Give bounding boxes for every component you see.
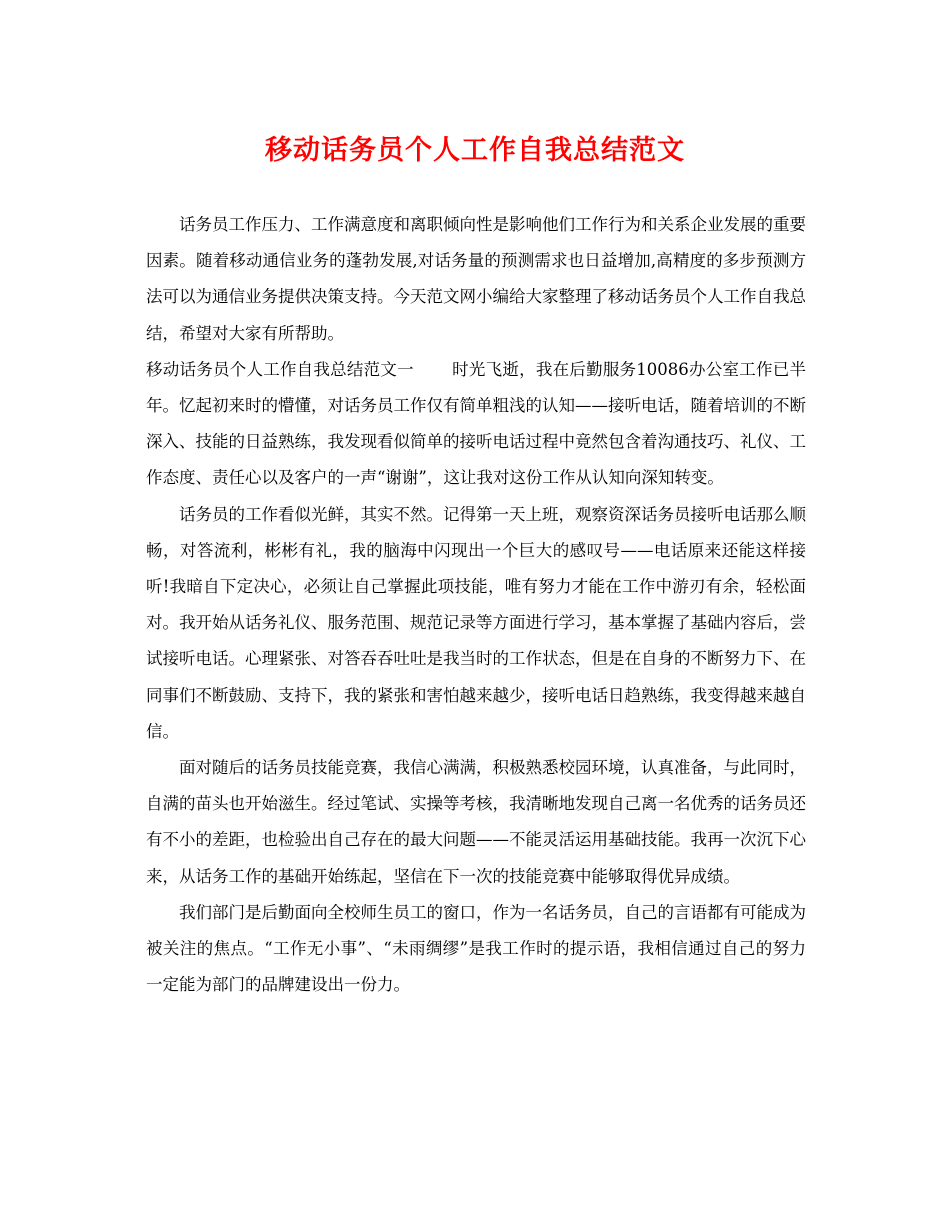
body-paragraph: 面对随后的话务员技能竞赛，我信心满满，积极熟悉校园环境，认真准备，与此同时，自满的苗头也开始滋生。经过笔试、实操等考核，我清晰地发现自己离一名优秀的话务员还有不小的差距，也检验出自己存在的最大问题——不能灵活运用基础技能。我再一次沉下心来，从话务工作的基础开始练起，坚信在下一次的技能竞赛中能够取得优异成绩。 — [146, 758, 806, 886]
section-heading: 移动话务员个人工作自我总结范文一 — [146, 359, 414, 379]
body-paragraph: 我们部门是后勤面向全校师生员工的窗口，作为一名话务员，自己的言语都有可能成为被关注的焦点。“工作无小事”、“未雨绸缪”是我工作时的提示语，我相信通过自己的努力一定能为部门的品牌建设出一份力。 — [146, 902, 806, 995]
body-paragraph: 话务员的工作看似光鲜，其实不然。记得第一天上班，观察资深话务员接听电话那么顺畅，对答流利，彬彬有礼，我的脑海中闪现出一个巨大的感叹号——电话原来还能这样接听!我暗自下定决心，必须让自己掌握此项技能，唯有努力才能在工作中游刃有余，轻松面对。我开始从话务礼仪、服务范围、规范记录等方面进行学习，基本掌握了基础内容后，尝试接听电话。心理紧张、对答吞吞吐吐是我当时的工作状态，但是在自身的不断努力下、在同事们不断鼓励、支持下，我的紧张和害怕越来越少，接听电话日趋熟练，我变得越来越自信。 — [146, 504, 806, 741]
document-body — [146, 207, 806, 1003]
section-one-paragraph — [146, 352, 806, 497]
intro-paragraph: 话务员工作压力、工作满意度和离职倾向性是影响他们工作行为和关系企业发展的重要因素。随着移动通信业务的蓬勃发展,对话务量的预测需求也日益增加,高精度的多步预测方法可以为通信业务提供决策支持。今天范文网小编给大家整理了移动话务员个人工作自我总结，希望对大家有所帮助。 — [146, 215, 806, 343]
document-title: 移动话务员个人工作自我总结范文 — [265, 135, 685, 166]
section-first-text: 时光飞逝，我在后勤服务10086办公室工作已半年。忆起初来时的懵懂，对话务员工作仅有简单粗浅的认知——接听电话，随着培训的不断深入、技能的日益熟练，我发现看似简单的接听电话过程中竟然包含着沟通技巧、礼仪、工作态度、责任心以及客户的一声“谢谢”，这让我对这份工作从认知向深知转变。 — [146, 359, 806, 488]
